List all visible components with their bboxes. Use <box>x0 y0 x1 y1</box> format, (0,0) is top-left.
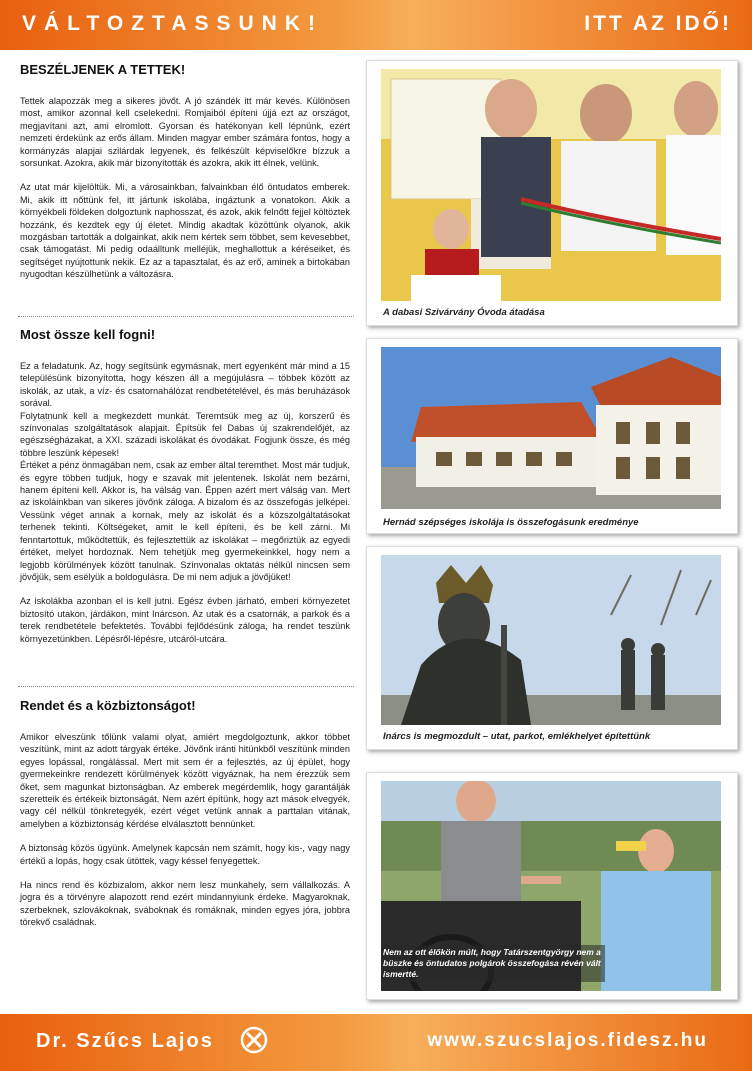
section-title: BESZÉLJENEK A TETTEK! <box>20 62 186 77</box>
photo-caption: Hernád szépséges iskolája is összefogásunk eredménye <box>383 517 639 528</box>
ballot-x-icon <box>240 1026 268 1054</box>
paragraph: Az utat már kijelöltük. Mi, a városainkban, falvainkban élő öntudatos emberek. Mi, akik itt nőttünk fel, itt jártunk iskolába, ingáztunk a vonatokon. Akik a környékbeli földeken dolgoztunk naphosszat, és azok, akik felnőtt fejjel költöztek hozzánk, és kezdtek egy új életet. Mindig akadtak közöttünk olyanok, akik mozgásban tartották a dolgainkat, akik nem kértek sem többet, sem kevesebbet, csak támogatást. Mi pedig odaálltunk melléjük, meghallottuk a kéréseiket, és segítséget nyújtottunk nekik. Ez az a tapasztalat, és az erő, aminek a birtokában nyugodtan készülhetünk a változásra. <box>20 182 350 280</box>
slogan-left: VÁLTOZTASSUNK! <box>22 12 323 35</box>
candidate-name: Dr. Szűcs Lajos <box>36 1030 214 1052</box>
paragraph: A biztonság közös ügyünk. Amelynek kapcsán nem számít, hogy kis-, vagy nagy értékű a lopás, hogy csak ütöttek, vagy késsel fenyegettek. <box>20 843 350 866</box>
paragraph: Ha nincs rend és közbizalom, akkor nem lesz munkahely, sem vállalkozás. A jogra és a törvényre alapozott rend ezért mindannyiunk érdeke. Magyaroknak, szerbeknek, szlovákoknak, sváboknak és romáknak, minden egyes jóra, jobbra törekvő családnak. <box>20 880 350 928</box>
slogan-right: ITT AZ IDŐ! <box>584 12 732 35</box>
paragraph: Az iskolákba azonban el is kell jutni. Egész évben járható, emberi környezetet biztosító utakon, járdákon, mint Inárcson. Az utak és a csatornák, a parkok és a terek rendbetétele befektetés. További fejlődésünk záloga, ha rendet teszünk környezetünkben. Lépésről-lépésre, utcáról-utcára. <box>20 596 350 644</box>
photo-caption: Inárcs is megmozdult – utat, parkot, emlékhelyet építettünk <box>383 731 651 742</box>
section-unite <box>20 327 350 657</box>
section-title: Most össze kell fogni! <box>20 327 156 342</box>
photo-caption: Nem az ott élőkön múlt, hogy Tatárszentgyörgy nem a büszke és öntudatos polgárok összefogása révén vált ismertté. <box>381 945 605 982</box>
section-talk-deeds <box>20 62 350 293</box>
photo-card-kindergarten <box>366 60 738 326</box>
kindergarten-photo <box>381 69 721 301</box>
section-divider <box>18 686 354 687</box>
paragraph: Tettek alapozzák meg a sikeres jövőt. A jó szándék itt már kevés. Különösen most, amikor azonnal kell cselekedni. Romjaiból építeni újjá ezt az országot, megjavítani azt, ami elromlott. Gyorsan és hatékonyan kell lépnünk, ezért nemzeti érdekünk az erős állam. Minden magyar ember számára fontos, hogy a kormányzás alapjai szilárdak legyenek, és felkészült képviselőkre bízzuk a sorsunkat. Azokra, akik már bizonyították és azokra, akik itt élnek, velünk. <box>20 96 350 169</box>
photo-card-statues <box>366 546 738 750</box>
website-url[interactable]: www.szucslajos.fidesz.hu <box>427 1030 708 1051</box>
top-banner <box>0 0 752 50</box>
paragraph: Amikor elveszünk tőlünk valami olyat, amiért megdolgoztunk, akkor többet veszítünk, mint az adott tárgyak értéke. Jövőnk iránti hitünkből veszítünk minden egyes lopással, rongálással. Mert mit sem ér a fejlesztés, az új épület, hogy gyermekeinkre rendezett körülmények között vigyáznak, ha nem érezzük sem őket, sem magunkat biztonságban. Az emberek megérdemlik, hogy garantálják szeretteik és értékeik biztonságát. Nem azért építünk, hogy azt mások elvegyék, vagy cél nélkül tönkretegyék, ezért véget vetünk annak a parttalan vitának, amelyben a közbiztonság kérdése elválasztott bennünket. <box>20 732 350 829</box>
photo-card-school <box>366 338 738 534</box>
section-title: Rendet és a közbiztonságot! <box>20 698 196 713</box>
photo-card-carriage <box>366 772 738 1000</box>
section-divider <box>18 316 354 317</box>
bottom-banner <box>0 1014 752 1071</box>
paragraph: Ez a feladatunk. Az, hogy segítsünk egymásnak, mert egyenként már mind a 15 településünk bizonyította, hogy készen áll a megújulásra – többek között az iskolák, az utak, a víz- és csatornahálózat rendbetételével, és más beruházások sorával. Folytatnunk kell a megkezdett munkát. Teremtsük meg az új, korszerű és színvonalas szolgáltatások alapjait. Építsük fel Dabas új szakrendelőjét, az egészségházakat, a XXI. századi iskolákat és óvodákat. Fogjunk össze, és még többre leszünk képesek! Értéket a pénz önmagában nem, csak az ember által teremthet. Most már tudjuk, és egyre többen tudjuk, hogy e szavak mit jelentenek. Iskolát nem bezárni, hanem építeni kell. Akkor is, ha válság van. Éppen azért mert válság van. Mert az iskoláinkban van sikeres jövőnk záloga. A bizalom és az összefogás jelképei. Vessünk véget annak a kornak, mely az iskolát és a közszolgáltatásokat terhenek tekinti. Költségeket, amit le kell építeni, és be kell zárni. Mi fenntartottuk, működtettük, és fejlesztettük az iskolákat – megőriztük az egyedi értéket, melyet hordoznak. Nem tehetjük meg gyermekeinkkel, hogy nem a legjobb körülmények között tanulnak. Színvonalas oktatás nélkül nincsen sem jövőjük, sem esélyük a boldogulásra. De mi nem adjuk a jövőjüket! <box>20 361 350 582</box>
school-photo <box>381 347 721 509</box>
statue-photo <box>381 555 721 725</box>
photo-caption: A dabasi Szivárvány Óvoda átadása <box>383 307 545 318</box>
section-public-safety <box>20 698 350 941</box>
